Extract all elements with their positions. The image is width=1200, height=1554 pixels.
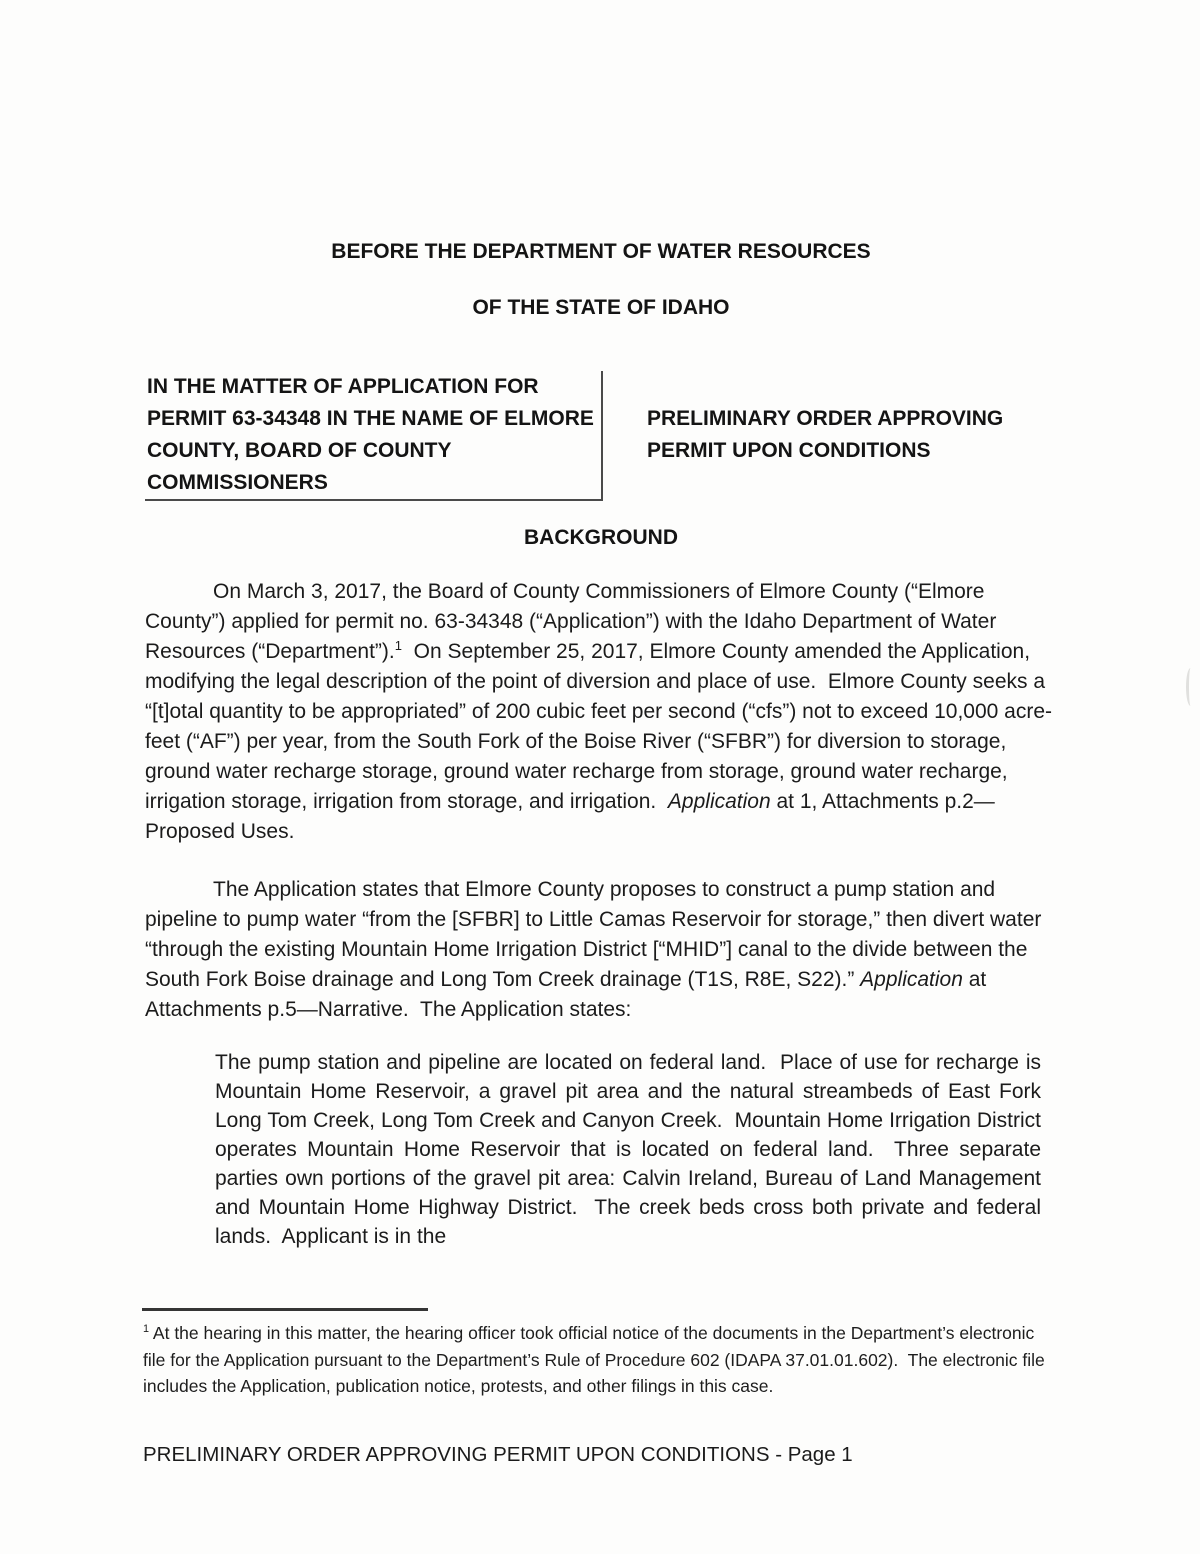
scan-artifact-mark (1186, 668, 1195, 706)
caption-order-line: PRELIMINARY ORDER APPROVING (647, 407, 1004, 430)
background-paragraph-1: On March 3, 2017, the Board of County Commissioners of Elmore County (“Elmore County”) applied for permit no. 63-34348 (“Application”) with the Idaho Department of Water Resources (“Department”).$^1$ On September 25, 2017, Elmore County amended the Application, modifying the legal description of the point of diversion and place of use. Elmore County seeks a “[t]otal quantity to be appropriated” of 200 cubic feet per second (“cfs”) not to exceed 10,000 acre-feet (“AF”) per year, from the South Fork of the Boise River (“SFBR”) for diversion to storage, ground water recharge storage, ground water recharge from storage, ground water recharge, irrigation storage, irrigation from storage, and irrigation. Application at 1, Attachments p.2—Proposed Uses. (145, 580, 1053, 843)
caption-matter-line: COMMISSIONERS (147, 471, 328, 494)
case-caption-order-title (603, 371, 1003, 501)
application-block-quote: The pump station and pipeline are located on federal land. Place of use for recharge is Mountain Home Reservoir, a gravel pit area and the natural streambeds of East Fork Long Tom Creek, Long Tom Creek and Canyon Creek. Mountain Home Irrigation District operates Mountain Home Reservoir that is located on federal land. Three separate parties own portions of the gravel pit area: Calvin Ireland, Bureau of Land Management and Mountain Home Highway District. The creek beds cross both private and federal lands. Applicant is in the (215, 1051, 1047, 1248)
page-footer: PRELIMINARY ORDER APPROVING PERMIT UPON CONDITIONS - Page 1 (143, 1443, 853, 1466)
case-caption (145, 371, 1057, 501)
footnote-1: $^1$ At the hearing in this matter, the hearing officer took official notice of the documents in the Department’s electronic file for the Application pursuant to the Department’s Rule of Procedure 602 (IDAPA 37.01.01.602). The electronic file includes the Application, publication notice, protests, and other filings in this case. (143, 1323, 1050, 1396)
court-title-line2: OF THE STATE OF IDAHO (472, 296, 730, 319)
caption-matter-line: PERMIT 63-34348 IN THE NAME OF ELMORE (147, 407, 594, 430)
caption-order-line: PERMIT UPON CONDITIONS (647, 439, 931, 462)
caption-matter-line: IN THE MATTER OF APPLICATION FOR (147, 375, 539, 398)
background-paragraph-2: The Application states that Elmore County proposes to construct a pump station and pipeline to pump water “from the [SFBR] to Little Camas Reservoir for storage,” then divert water “through the existing Mountain Home Irrigation District [“MHID”] canal to the divide between the South Fork Boise drainage and Long Tom Creek drainage (T1S, R8E, S22).” Application at Attachments p.5—Narrative. The Application states: (145, 878, 1048, 1021)
footnote-separator-rule (142, 1308, 428, 1311)
court-title-line1: BEFORE THE DEPARTMENT OF WATER RESOURCES (331, 240, 871, 263)
background-heading: BACKGROUND (524, 526, 678, 549)
case-caption-matter (145, 371, 603, 501)
caption-matter-line: COUNTY, BOARD OF COUNTY (147, 439, 452, 462)
